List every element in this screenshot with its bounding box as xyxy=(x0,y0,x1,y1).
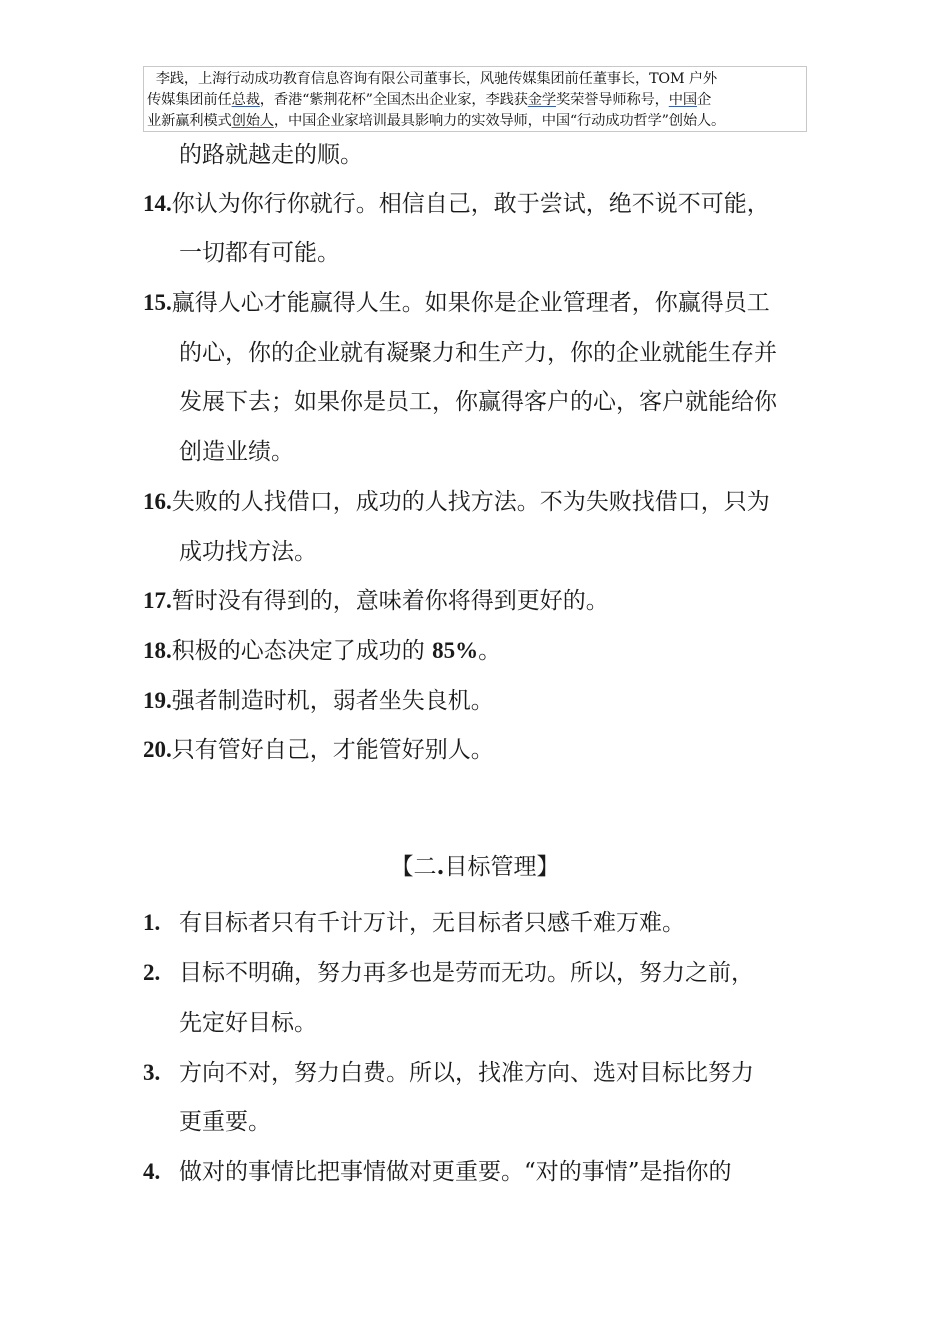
list-number: 16. xyxy=(143,489,172,514)
link-president[interactable]: 总裁 xyxy=(231,92,260,108)
list-number: 3. xyxy=(143,1060,161,1085)
author-note-text-2c: 奖荣誉导师称号， xyxy=(555,92,669,108)
goal-item-2 xyxy=(143,958,754,988)
list-item-text-end: 。 xyxy=(478,638,502,664)
section-heading-dot: . xyxy=(436,853,445,880)
percentage-value: 85% xyxy=(432,638,479,663)
list-item-16-cont: 成功找方法。 xyxy=(179,539,317,565)
list-item-16 xyxy=(143,487,770,517)
link-china[interactable]: 中国 xyxy=(668,92,697,108)
list-number: 14. xyxy=(143,191,172,216)
list-item-text: 做对的事情比把事情做对更重要。“对的事情”是指你的 xyxy=(179,1159,732,1185)
author-note-line-1 xyxy=(147,69,803,90)
goal-item-2-cont: 先定好目标。 xyxy=(179,1010,317,1036)
list-item-14 xyxy=(143,189,770,219)
list-number: 1. xyxy=(143,910,161,935)
list-item-15-cont-2: 发展下去；如果你是员工，你赢得客户的心，客户就能给你 xyxy=(179,389,777,415)
list-item-19 xyxy=(143,686,494,716)
list-item-text: 方向不对，努力白费。所以，找准方向、选对目标比努力 xyxy=(179,1060,754,1086)
list-item-14-cont: 一切都有可能。 xyxy=(179,240,340,266)
goal-item-1 xyxy=(143,908,685,938)
list-item-17 xyxy=(143,586,609,616)
list-item-text: 积极的心态决定了成功的 xyxy=(171,638,433,664)
list-item-text: 失败的人找借口，成功的人找方法。不为失败找借口，只为 xyxy=(171,489,770,515)
author-note-text-2a: 传媒集团前任 xyxy=(147,92,232,108)
list-item-text: 目标不明确，努力再多也是劳而无功。所以，努力之前， xyxy=(179,960,754,986)
list-item-text: 只有管好自己，才能管好别人。 xyxy=(171,737,494,763)
list-number: 15. xyxy=(143,290,172,315)
link-founder[interactable]: 创始人 xyxy=(231,113,274,129)
list-item-text: 强者制造时机，弱者坐失良机。 xyxy=(171,688,494,714)
section-heading xyxy=(0,852,950,882)
author-note-text-1: 李践，上海行动成功教育信息咨询有限公司董事长，风驰传媒集团前任董事长，TOM 户外 xyxy=(155,71,717,87)
author-note-line-3 xyxy=(147,111,803,132)
list-number: 20. xyxy=(143,737,172,762)
section-heading-name: 目标管理】 xyxy=(444,854,560,880)
author-note-text-3a: 业新赢利模式 xyxy=(147,113,232,129)
list-number: 4. xyxy=(143,1159,161,1184)
list-item-text: 你认为你行你就行。相信自己，敢于尝试，绝不说不可能， xyxy=(171,191,770,217)
list-item-text: 赢得人心才能赢得人生。如果你是企业管理者，你赢得员工 xyxy=(171,290,770,316)
list-number: 18. xyxy=(143,638,172,663)
author-note-text-3b: ，中国企业家培训最具影响力的实效导师，中国“行动成功哲学”创始人。 xyxy=(273,113,726,129)
goal-item-4 xyxy=(143,1157,732,1187)
list-item-18 xyxy=(143,636,501,666)
author-note-box xyxy=(143,66,807,132)
list-number: 19. xyxy=(143,688,172,713)
list-item-15-cont-1: 的心，你的企业就有凝聚力和生产力，你的企业就能生存并 xyxy=(179,340,777,366)
goal-item-3-cont: 更重要。 xyxy=(179,1109,271,1135)
list-item-text: 暂时没有得到的，意味着你将得到更好的。 xyxy=(171,588,609,614)
list-item-15-cont-3: 创造业绩。 xyxy=(179,439,294,465)
author-note-line-2 xyxy=(147,90,803,111)
list-item-15 xyxy=(143,288,770,318)
list-number: 2. xyxy=(143,960,161,985)
goal-item-3 xyxy=(143,1058,754,1088)
list-number: 17. xyxy=(143,588,172,613)
list-item-text: 有目标者只有千计万计，无目标者只感千难万难。 xyxy=(179,910,685,936)
author-note-text-2d: 企 xyxy=(696,92,712,108)
section-heading-open: 【二 xyxy=(390,854,437,880)
author-note-text-2b: ，香港“紫荆花杯”全国杰出企业家，李践获 xyxy=(259,92,528,108)
continuation-text: 的路就越走的顺。 xyxy=(179,142,363,168)
list-item-20 xyxy=(143,735,494,765)
link-jinxue[interactable]: 金学 xyxy=(527,92,556,108)
